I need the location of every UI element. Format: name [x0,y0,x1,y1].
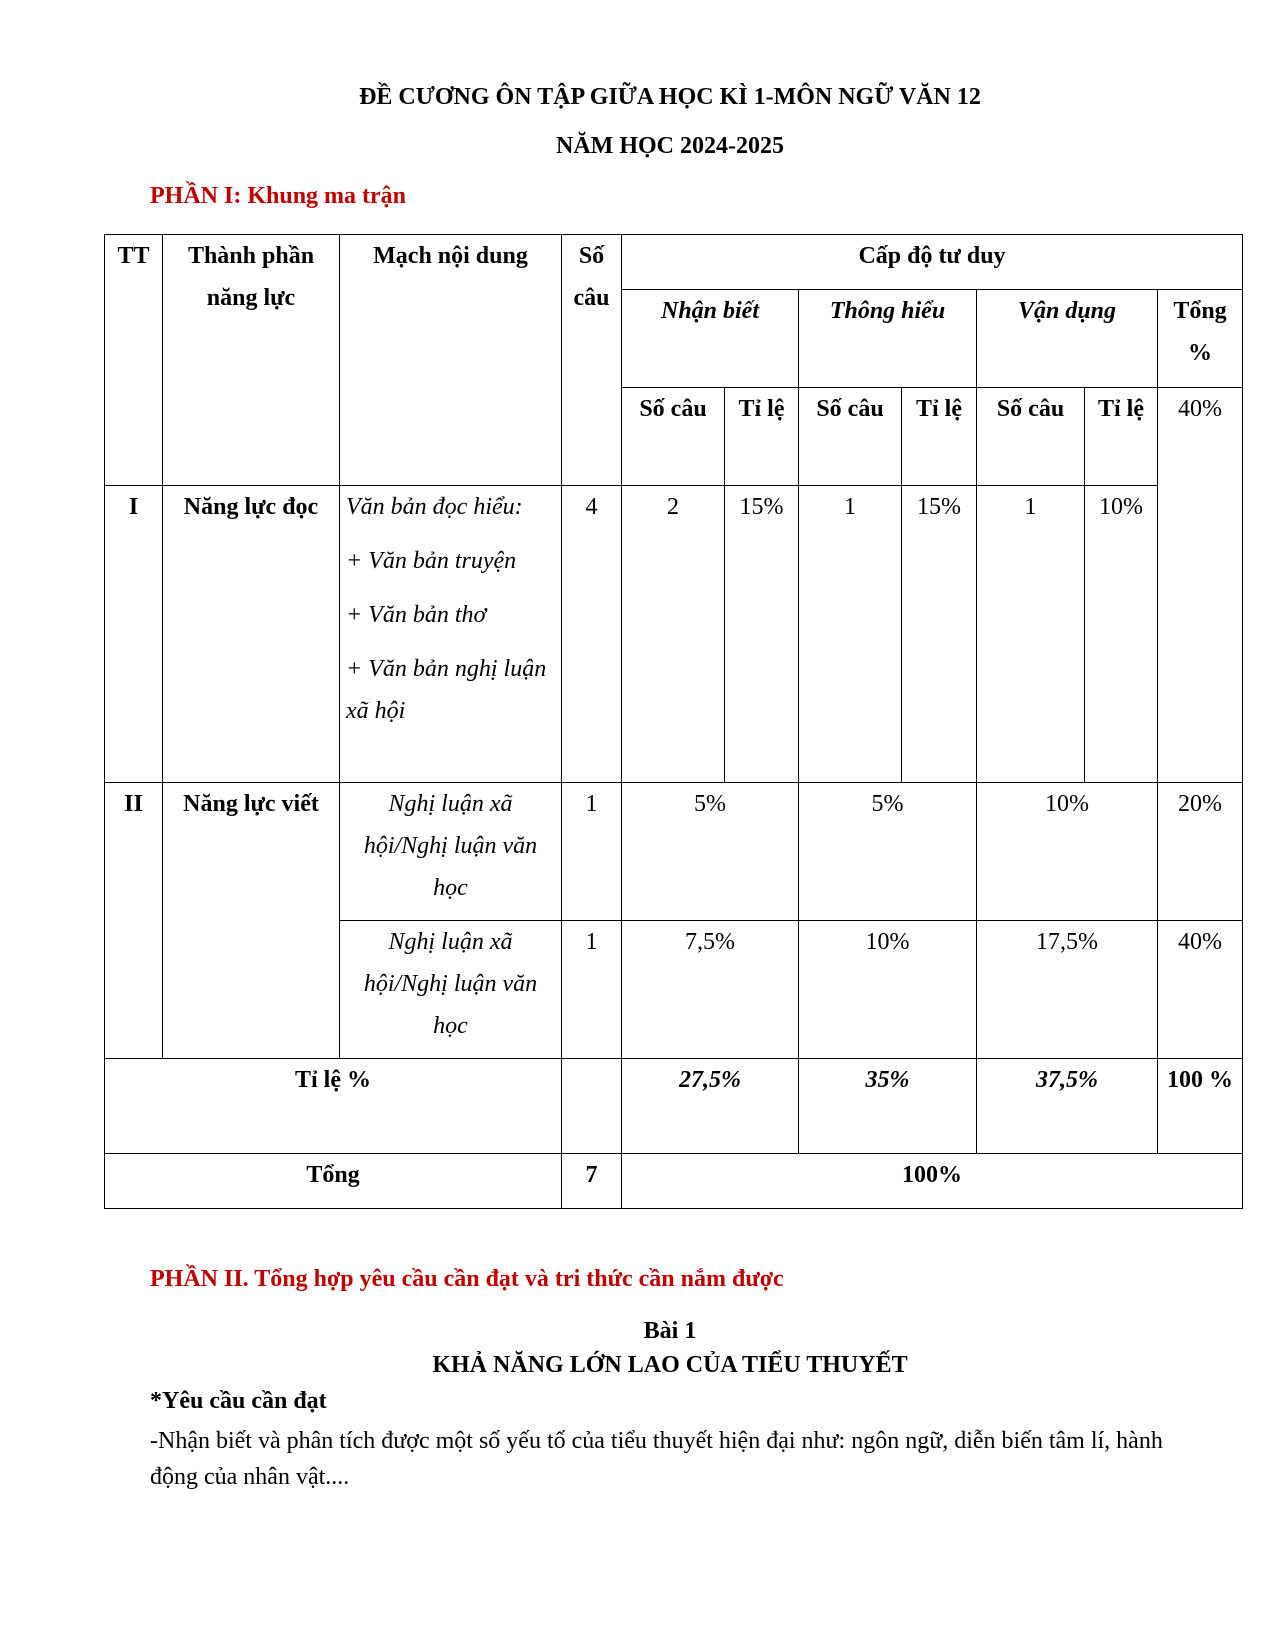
document-title: ĐỀ CƯƠNG ÔN TẬP GIỮA HỌC KÌ 1-MÔN NGỮ VĂN 12 [359,84,981,110]
ratio-understand: 35% [799,1059,977,1154]
total-label: Tổng [105,1154,562,1209]
understand-pct: 10% [799,921,977,1059]
ratio-recognize: 27,5% [622,1059,799,1154]
lesson-title: KHẢ NĂNG LỚN LAO CỦA TIỂU THUYẾT [432,1352,908,1378]
school-year: NĂM HỌC 2024-2025 [556,133,784,159]
content-line: Văn bản đọc hiểu: [346,494,523,520]
header-level: Cấp độ tư duy [622,235,1243,290]
understand-pct: 5% [799,783,977,921]
header-ti-le: Tỉ lệ [725,388,799,486]
row-component: Năng lực đọc [163,486,340,783]
section-1-heading: PHẦN I: Khung ma trận [150,183,407,209]
matrix-table [104,234,1243,1209]
header-component: Thành phần năng lực [163,235,340,486]
total-count: 7 [562,1154,622,1209]
row-tt: II [105,783,163,1059]
header-count: Số câu [562,235,622,486]
row-tt: I [105,486,163,783]
header-recognize: Nhận biết [622,290,799,388]
writing-content: Nghị luận xã hội/Nghị luận văn học [340,783,562,921]
header-tt: TT [105,235,163,486]
ratio-total: 100 % [1158,1059,1243,1154]
ratio-count-empty [562,1059,622,1154]
recognize-pct: 15% [725,486,799,783]
understand-pct: 15% [902,486,977,783]
header-ti-le: Tỉ lệ [1085,388,1158,486]
recognize-pct: 7,5% [622,921,799,1059]
header-so-cau: Số câu [622,388,725,486]
recognize-pct: 5% [622,783,799,921]
writing-content: Nghị luận xã hội/Nghị luận văn học [340,921,562,1059]
header-understand: Thông hiểu [799,290,977,388]
reading-total-pct: 40% [1158,388,1243,783]
ratio-label: Tỉ lệ % [105,1059,562,1154]
reading-content [340,486,562,783]
content-line: + Văn bản truyện [346,548,517,574]
apply-pct: 17,5% [977,921,1158,1059]
row-count: 1 [562,921,622,1059]
header-total-pct: Tổng % [1158,290,1243,388]
header-so-cau: Số câu [799,388,902,486]
row-count: 4 [562,486,622,783]
row-component: Năng lực viết [163,783,340,1059]
content-line: + Văn bản thơ [346,602,487,628]
row-count: 1 [562,783,622,921]
ratio-apply: 37,5% [977,1059,1158,1154]
apply-count: 1 [977,486,1085,783]
header-ti-le: Tỉ lệ [902,388,977,486]
header-apply: Vận dụng [977,290,1158,388]
lesson-number: Bài 1 [643,1318,697,1344]
recognize-count: 2 [622,486,725,783]
row-total-pct: 40% [1158,921,1243,1059]
header-content: Mạch nội dung [340,235,562,486]
row-total-pct: 20% [1158,783,1243,921]
apply-pct: 10% [977,783,1158,921]
total-pct: 100% [622,1154,1243,1209]
section-2-heading: PHẦN II. Tổng hợp yêu cầu cần đạt và tri thức cần nắm được [150,1266,784,1292]
content-line: + Văn bản nghị luận xã hội [346,656,547,724]
requirement-text: -Nhận biết và phân tích được một số yếu tố của tiểu thuyết hiện đại như: ngôn ngữ, diễn biến tâm lí, hành động của nhân vật.... [150,1428,1163,1490]
understand-count: 1 [799,486,902,783]
apply-pct: 10% [1085,486,1158,783]
requirement-heading: *Yêu cầu cần đạt [150,1388,327,1414]
header-so-cau: Số câu [977,388,1085,486]
